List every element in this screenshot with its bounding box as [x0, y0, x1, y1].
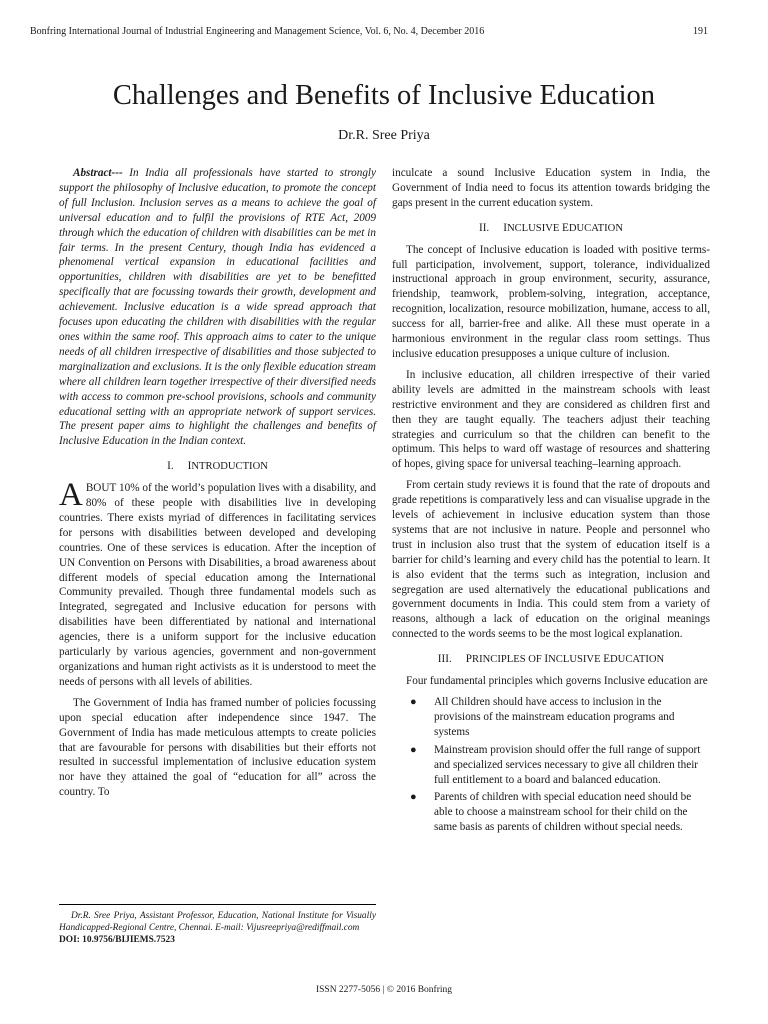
inclusive-paragraph-2: In inclusive education, all children irrespective of their varied ability levels are admitted in the mainstream schools with least restrictive environment and they are considered as children first and then they are taught equally. The teachers adjust their teaching strategies and curriculum so that the children can benefit to the optimum. This helps to ward off wastage of resources and shattering of hopes, giving space for universal teaching–learning approach.	[392, 368, 710, 471]
list-item	[392, 743, 710, 788]
section-heading-inclusive-education	[392, 221, 710, 237]
introduction-paragraph-1	[59, 477, 376, 690]
heading-rest: DUCATION	[568, 222, 623, 234]
paper-title: Challenges and Benefits of Inclusive Education	[112, 80, 656, 111]
list-item	[392, 695, 710, 740]
right-column	[392, 166, 710, 838]
heading-initial: E	[562, 221, 569, 234]
section-number: II.	[478, 221, 490, 234]
abstract	[59, 166, 376, 449]
section-number: I.	[167, 460, 174, 473]
author-footnote	[59, 904, 376, 947]
list-item	[392, 790, 710, 835]
journal-citation: Bonfring International Journal of Industrial Engineering and Management Science, Vol. 6, No. 4, December 2016	[30, 26, 485, 37]
heading-initial: I	[503, 221, 507, 234]
doi: DOI: 10.9756/BIJIEMS.7523	[59, 935, 175, 946]
heading-rest: DUCATION	[610, 654, 665, 666]
inclusive-paragraph-3: From certain study reviews it is found that the rate of dropouts and grade repetitions is comparatively less and can visualise upgrade in the levels of achievement in inclusive education system than those systems that are not inclusive in nature. People and personnel who trust in inclusion also trust that the system of education itself is a barrier for child’s learning and every child has the potential to learn. It is also evident that the terms such as integration, inclusion and segregation are used alternatively the educational publications and government documents in India. This could stem from a variety of reasons, although a lack of education on the original meanings connected to the words seems to be the most logical explanation.	[392, 479, 710, 641]
left-column	[59, 166, 376, 806]
running-header	[30, 26, 708, 37]
bullet-icon: ●	[410, 743, 417, 756]
heading-rest: RINCIPLES OF	[472, 654, 545, 666]
principles-list	[392, 695, 710, 835]
footnote-text: Dr.R. Sree Priya, Assistant Professor, Education, National Institute for Visually Handicapped-Regional Centre, Chennai. E-mail: Vijusreepriya@rediffmail.com	[59, 911, 376, 933]
heading-rest: NCLUSIVE	[548, 654, 604, 666]
list-item-text: Mainstream provision should offer the full range of support and specialized services necessary to give all children their full entitlement to a board and balanced education.	[434, 743, 701, 786]
heading-initial: P	[465, 653, 473, 666]
heading-initial: E	[603, 653, 611, 666]
list-item-text: All Children should have access to inclusion in the provisions of the mainstream education programs and systems	[434, 696, 675, 738]
abstract-label: Abstract---	[73, 167, 123, 179]
abstract-text: In India all professionals have started to strongly support the philosophy of Inclusive education, to promote the concept of full Inclusion. Inclusion serves as a means to achieve the goal of universal education and to fulfil the provisions of RTE Act, 2009 through which the education of children with disabilities can be met in fair terms. In the present Century, though India has evidenced a phenomenal vertical expansion in educational facilities and opportunities, children with disabilities are yet to be benefitted specifically that are focussing towards their growth, development and achievement. Inclusive education is a wide spread approach that focuses upon educating the children with disabilities with the regular ones within the same roof. This approach aims to cater to the unique needs of all children irrespective of disabilities and those subjected to marginalization and exclusions. It is the only flexible education stream where all children learn together irrespective of their diversified needs with access to common pre-school provisions, schools and community educational setting with an appropriate network of support services. The present paper aims to highlight the challenges and benefits of Inclusive Education in the Indian context.	[59, 167, 376, 448]
section-heading-introduction	[59, 459, 376, 475]
principles-intro: Four fundamental principles which governs Inclusive education are	[406, 675, 708, 688]
inclusive-paragraph-1: The concept of Inclusive education is loaded with positive terms-full participation, involvement, support, tolerance, individualized instructional approach in group environment, security, assurance, friendship, teamwork, problem-solving, integration, acceptance, recognition, localization, resource mobilization, humane, access to all, success for all, barrier-free and alike. All these must operate in a harmonious environment in the regular class room settings. Thus inclusive education presupposes a unique culture of inclusion.	[392, 243, 710, 360]
list-item-text: Parents of children with special education need should be able to choose a mainstream school for their child on the same basis as parents of children without special needs.	[434, 791, 692, 834]
page-footer: ISSN 2277-5056 | © 2016 Bonfring	[315, 985, 453, 995]
introduction-continuation: inculcate a sound Inclusive Education system in India, the Government of India need to focus its attention towards bridging the gaps present in the current education system.	[392, 167, 710, 209]
bullet-icon: ●	[410, 696, 417, 708]
section-heading-principles	[392, 652, 710, 668]
heading-initial: I	[544, 653, 549, 666]
drop-cap: A	[59, 477, 83, 514]
introduction-paragraph-2: The Government of India has framed number of policies focussing upon special education after independence since 1947. The Government of India has made meticulous attempts to create policies that are favourable for persons with disabilities but their efforts not resulted in successful implementation of inclusive education system nor have they attained the goal of “education for all” across the country. To	[59, 696, 376, 799]
heading-rest: NCLUSIVE	[506, 222, 562, 234]
introduction-text-1: BOUT 10% of the world’s population lives with a disability, and 80% of these people with disabilities live in developing countries. There exists myriad of differences in facilitating services for persons with disabilities between developed and developing countries. One of these services is education. After the inception of UN Convention on Persons with Disabilities, a broad awareness about different models of special education among the International Community prevailed. Though three fundamental models such as Integrated, segregated and Inclusive education for persons with disabilities have been differentiated by national and international agencies, there is a uniform support for the inclusive education particularly by various agencies, government and non-government organizations and human right activists as it is understood to meet the needs of persons with all levels of abilities.	[59, 482, 376, 688]
page-number: 191	[693, 26, 708, 37]
heading-rest: NTRODUCTION	[191, 461, 268, 473]
paper-author: Dr.R. Sree Priya	[338, 128, 430, 143]
heading-initial: I	[187, 460, 192, 473]
section-number: III.	[437, 653, 452, 666]
bullet-icon: ●	[410, 791, 417, 804]
